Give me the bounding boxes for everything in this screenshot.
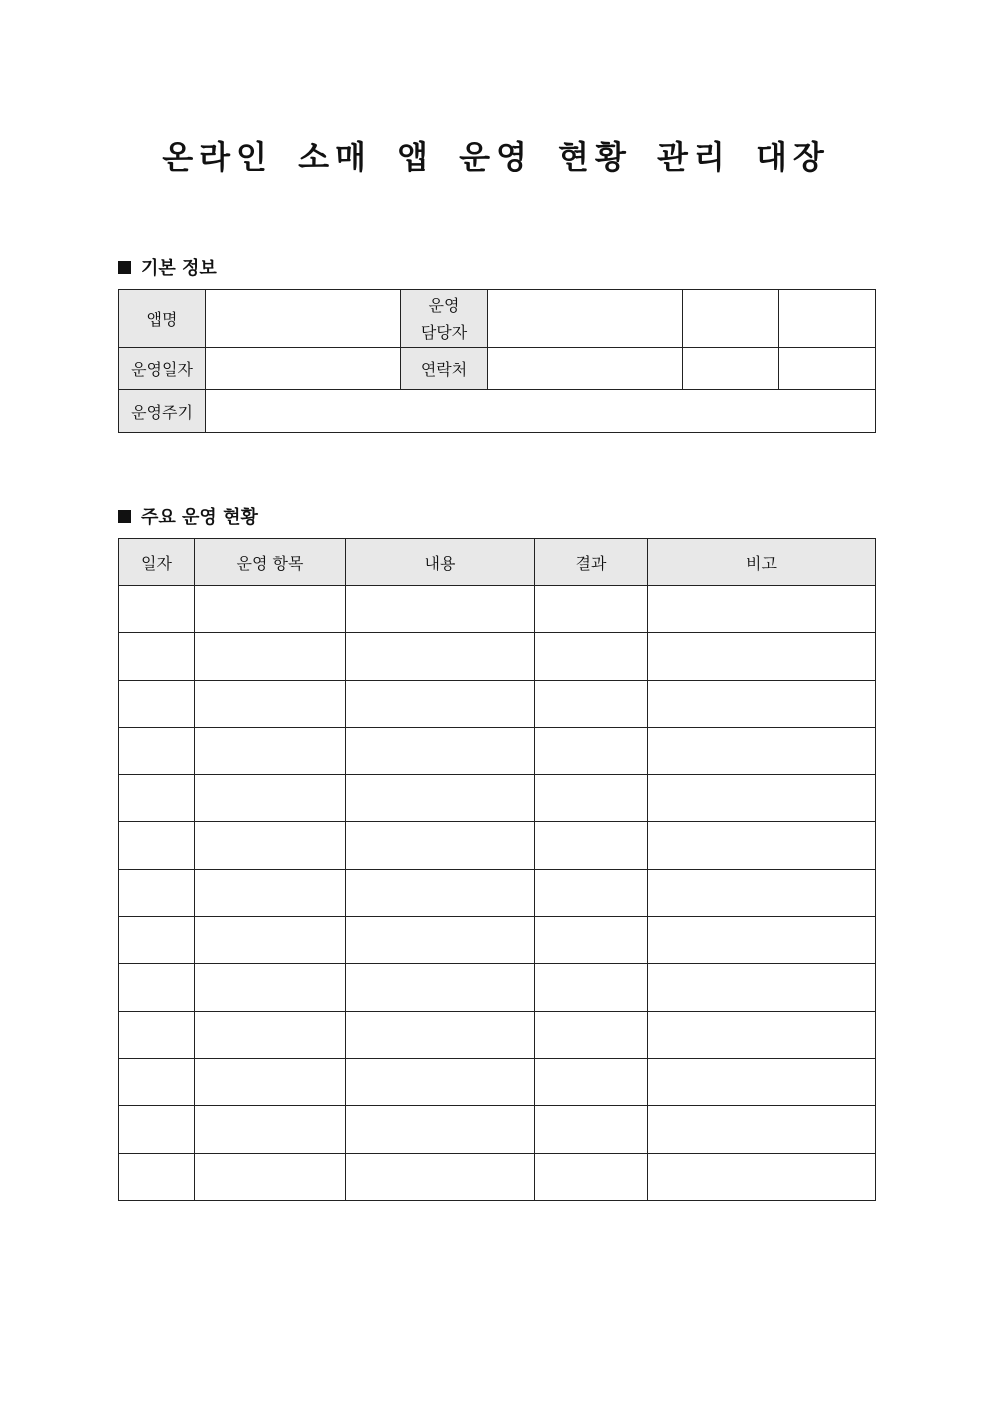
cell-content[interactable] <box>346 633 535 680</box>
cell-date[interactable] <box>119 775 195 822</box>
cell-note[interactable] <box>648 964 876 1011</box>
table-row <box>119 1153 876 1200</box>
label-manager <box>401 290 488 348</box>
cell-item[interactable] <box>195 1011 346 1058</box>
table-row <box>119 680 876 727</box>
table-row <box>119 869 876 916</box>
table-row <box>119 727 876 774</box>
cell-item[interactable] <box>195 633 346 680</box>
cell-note[interactable] <box>648 1106 876 1153</box>
cell-result[interactable] <box>535 1153 648 1200</box>
label-operation-cycle: 운영주기 <box>119 390 206 433</box>
section-heading-main-status <box>118 503 258 529</box>
cell-note[interactable] <box>648 1058 876 1105</box>
cell-item[interactable] <box>195 1106 346 1153</box>
cell-result[interactable] <box>535 633 648 680</box>
cell-note[interactable] <box>648 586 876 633</box>
cell-result[interactable] <box>535 964 648 1011</box>
cell-content[interactable] <box>346 727 535 774</box>
field-manager[interactable] <box>488 290 683 348</box>
cell-date[interactable] <box>119 822 195 869</box>
table-row <box>119 964 876 1011</box>
cell-note[interactable] <box>648 727 876 774</box>
cell-result[interactable] <box>535 917 648 964</box>
cell-date[interactable] <box>119 1153 195 1200</box>
label-manager-line2: 담당자 <box>420 322 468 342</box>
cell-content[interactable] <box>346 869 535 916</box>
cell-item[interactable] <box>195 586 346 633</box>
cell-content[interactable] <box>346 680 535 727</box>
main-status-table <box>118 538 876 1201</box>
cell-result[interactable] <box>535 775 648 822</box>
cell-item[interactable] <box>195 1058 346 1105</box>
cell-result[interactable] <box>535 586 648 633</box>
cell-note[interactable] <box>648 869 876 916</box>
column-header-result: 결과 <box>535 539 648 586</box>
cell-note[interactable] <box>648 680 876 727</box>
basic-info-table <box>118 289 876 433</box>
cell-item[interactable] <box>195 775 346 822</box>
cell-item[interactable] <box>195 1153 346 1200</box>
cell-content[interactable] <box>346 1058 535 1105</box>
table-row <box>119 586 876 633</box>
cell-result[interactable] <box>535 1106 648 1153</box>
page-title: 온라인 소매 앱 운영 현황 관리 대장 <box>162 138 830 176</box>
cell-item[interactable] <box>195 964 346 1011</box>
cell-content[interactable] <box>346 964 535 1011</box>
cell-content[interactable] <box>346 1153 535 1200</box>
table-row <box>119 1011 876 1058</box>
label-manager-line1: 운영 <box>428 295 460 315</box>
cell-result[interactable] <box>535 869 648 916</box>
column-header-date: 일자 <box>119 539 195 586</box>
cell-result[interactable] <box>535 680 648 727</box>
field-extra-3[interactable] <box>683 348 779 390</box>
cell-note[interactable] <box>648 1011 876 1058</box>
field-extra-4[interactable] <box>779 348 876 390</box>
section-heading-label: 기본 정보 <box>141 258 217 279</box>
cell-content[interactable] <box>346 822 535 869</box>
label-operation-date: 운영일자 <box>119 348 206 390</box>
cell-note[interactable] <box>648 1153 876 1200</box>
cell-date[interactable] <box>119 586 195 633</box>
cell-result[interactable] <box>535 1011 648 1058</box>
section-heading-basic-info <box>118 254 217 280</box>
cell-result[interactable] <box>535 822 648 869</box>
cell-date[interactable] <box>119 964 195 1011</box>
field-extra-1[interactable] <box>683 290 779 348</box>
cell-date[interactable] <box>119 633 195 680</box>
cell-date[interactable] <box>119 1058 195 1105</box>
table-row <box>119 633 876 680</box>
column-header-item: 운영 항목 <box>195 539 346 586</box>
column-header-note: 비고 <box>648 539 876 586</box>
cell-note[interactable] <box>648 633 876 680</box>
table-row <box>119 775 876 822</box>
cell-result[interactable] <box>535 727 648 774</box>
table-row <box>119 1106 876 1153</box>
table-row <box>119 1058 876 1105</box>
cell-item[interactable] <box>195 727 346 774</box>
square-bullet-icon <box>118 510 131 523</box>
cell-date[interactable] <box>119 869 195 916</box>
field-operation-cycle[interactable] <box>206 390 876 433</box>
field-operation-date[interactable] <box>206 348 401 390</box>
cell-content[interactable] <box>346 1106 535 1153</box>
cell-date[interactable] <box>119 680 195 727</box>
field-extra-2[interactable] <box>779 290 876 348</box>
cell-content[interactable] <box>346 586 535 633</box>
cell-item[interactable] <box>195 869 346 916</box>
cell-note[interactable] <box>648 917 876 964</box>
cell-content[interactable] <box>346 1011 535 1058</box>
field-app-name[interactable] <box>206 290 401 348</box>
section-heading-label: 주요 운영 현황 <box>141 507 258 528</box>
cell-date[interactable] <box>119 1106 195 1153</box>
cell-item[interactable] <box>195 680 346 727</box>
cell-date[interactable] <box>119 917 195 964</box>
cell-content[interactable] <box>346 775 535 822</box>
cell-item[interactable] <box>195 822 346 869</box>
cell-result[interactable] <box>535 1058 648 1105</box>
main-status-body <box>119 586 876 1201</box>
square-bullet-icon <box>118 261 131 274</box>
cell-date[interactable] <box>119 727 195 774</box>
table-row <box>119 822 876 869</box>
cell-note[interactable] <box>648 775 876 822</box>
label-contact: 연락처 <box>401 348 488 390</box>
cell-content[interactable] <box>346 917 535 964</box>
field-contact[interactable] <box>488 348 683 390</box>
label-app-name: 앱명 <box>119 290 206 348</box>
table-row <box>119 917 876 964</box>
cell-note[interactable] <box>648 822 876 869</box>
column-header-content: 내용 <box>346 539 535 586</box>
cell-item[interactable] <box>195 917 346 964</box>
cell-date[interactable] <box>119 1011 195 1058</box>
